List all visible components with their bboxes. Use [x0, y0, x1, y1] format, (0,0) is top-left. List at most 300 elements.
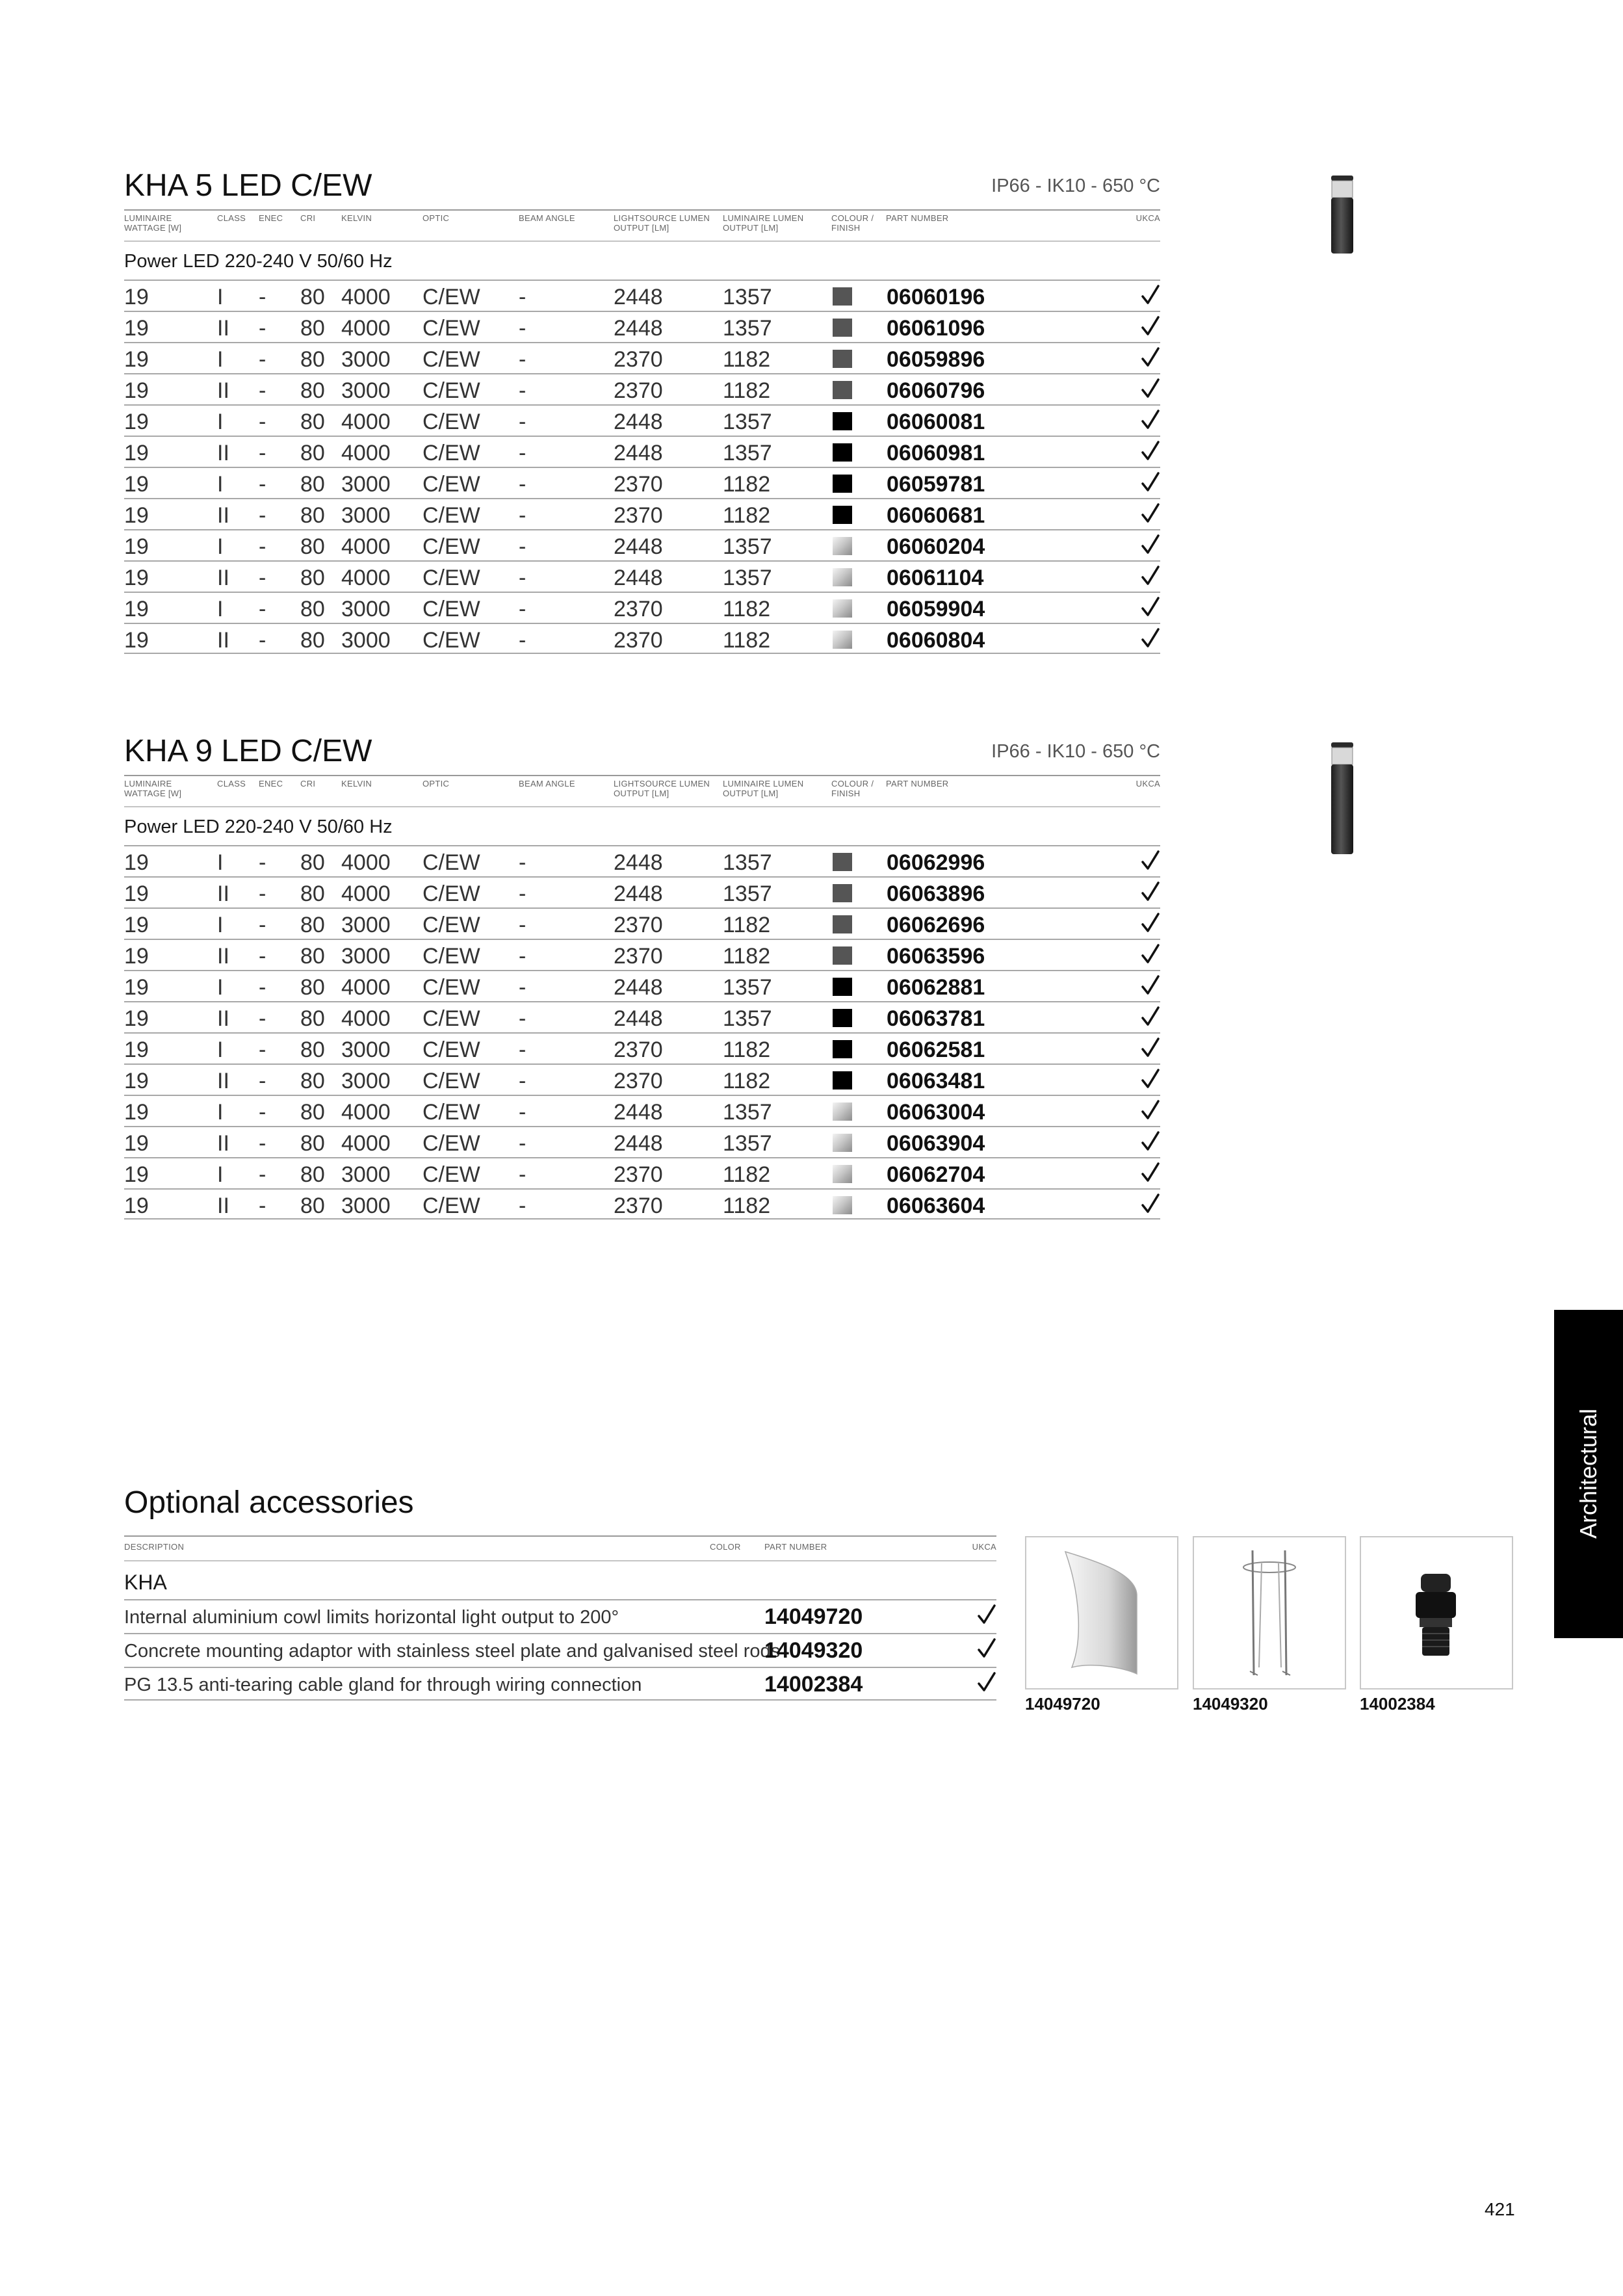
cell-k: 4000 — [341, 975, 391, 1000]
finish-swatch-alu — [833, 537, 852, 555]
cell-cri: 80 — [300, 881, 325, 906]
finish-swatch-alu — [833, 1134, 852, 1152]
part-number[interactable]: 14049320 — [764, 1638, 863, 1663]
col-enec: ENEC — [259, 779, 283, 789]
cell-w: 19 — [124, 410, 149, 434]
cell-ls: 2448 — [614, 441, 663, 465]
cell-enec: - — [259, 944, 266, 969]
col-beam: BEAM ANGLE — [519, 213, 575, 223]
cell-k: 3000 — [341, 1162, 391, 1187]
finish-swatch-black — [833, 443, 852, 462]
ukca-check-icon — [1141, 1128, 1160, 1155]
cell-beam: - — [519, 881, 526, 906]
cell-enec: - — [259, 597, 266, 621]
cell-optic: C/EW — [422, 1100, 480, 1125]
cell-cri: 80 — [300, 285, 325, 309]
cell-cls: II — [217, 378, 229, 403]
power-group-label: Power LED 220-240 V 50/60 Hz — [124, 816, 393, 837]
ukca-check-icon — [1141, 1035, 1160, 1061]
cell-optic: C/EW — [422, 628, 480, 653]
cell-cri: 80 — [300, 566, 325, 590]
part-number[interactable]: 06061104 — [887, 566, 984, 590]
part-number[interactable]: 06060196 — [887, 285, 985, 309]
cell-cls: II — [217, 316, 229, 341]
cell-lum: 1357 — [723, 975, 772, 1000]
cell-w: 19 — [124, 316, 149, 341]
cell-w: 19 — [124, 944, 149, 969]
ukca-check-icon — [977, 1669, 996, 1695]
cell-beam: - — [519, 1131, 526, 1156]
cell-lum: 1357 — [723, 285, 772, 309]
cell-ls: 2448 — [614, 534, 663, 559]
cell-cls: II — [217, 503, 229, 528]
kha9-bollard-image — [1326, 741, 1358, 855]
table-row — [124, 404, 1160, 436]
ukca-check-icon — [977, 1636, 996, 1662]
cell-cri: 80 — [300, 1194, 325, 1218]
cell-optic: C/EW — [422, 1162, 480, 1187]
col-ukca: UKCA — [1136, 779, 1160, 789]
finish-swatch-alu — [833, 1165, 852, 1183]
part-number[interactable]: 14049720 — [764, 1604, 863, 1629]
cell-optic: C/EW — [422, 1069, 480, 1093]
table-row — [124, 970, 1160, 1001]
cell-beam: - — [519, 975, 526, 1000]
cell-cls: II — [217, 1131, 229, 1156]
header-rule — [124, 1535, 996, 1537]
cell-optic: C/EW — [422, 285, 480, 309]
col-class: CLASS — [217, 779, 246, 789]
cell-optic: C/EW — [422, 534, 480, 559]
ukca-check-icon — [1141, 1097, 1160, 1123]
cell-w: 19 — [124, 1069, 149, 1093]
cell-enec: - — [259, 347, 266, 372]
accessory-row — [124, 1633, 996, 1667]
cell-cri: 80 — [300, 1162, 325, 1187]
part-number[interactable]: 06059904 — [887, 597, 985, 621]
product-section-kha9 — [124, 733, 1160, 1227]
cell-beam: - — [519, 472, 526, 497]
finish-swatch-alu — [833, 1102, 852, 1121]
ukca-check-icon — [1141, 594, 1160, 620]
cell-w: 19 — [124, 1162, 149, 1187]
table-row — [124, 280, 1160, 311]
cell-lum: 1182 — [723, 597, 771, 621]
cell-cls: I — [217, 1037, 224, 1062]
cell-k: 4000 — [341, 410, 391, 434]
cell-cls: I — [217, 472, 224, 497]
cell-optic: C/EW — [422, 472, 480, 497]
cell-w: 19 — [124, 441, 149, 465]
part-number[interactable]: 06063481 — [887, 1069, 985, 1093]
cell-cri: 80 — [300, 975, 325, 1000]
cell-cls: I — [217, 285, 224, 309]
cell-cls: I — [217, 850, 224, 875]
col-part: PART NUMBER — [886, 213, 949, 223]
cell-cri: 80 — [300, 597, 325, 621]
accessory-description: PG 13.5 anti-tearing cable gland for through wiring connection — [124, 1675, 642, 1695]
cell-cri: 80 — [300, 534, 325, 559]
cell-enec: - — [259, 285, 266, 309]
part-number[interactable]: 06060681 — [887, 503, 985, 528]
ukca-check-icon — [1141, 879, 1160, 905]
table-row — [124, 1095, 1160, 1126]
cell-ls: 2448 — [614, 1006, 663, 1031]
cell-enec: - — [259, 913, 266, 937]
header-rule-bottom — [124, 806, 1160, 807]
cell-beam: - — [519, 316, 526, 341]
cell-w: 19 — [124, 881, 149, 906]
finish-swatch-black — [833, 1040, 852, 1058]
part-number[interactable]: 06063004 — [887, 1100, 985, 1125]
table-row — [124, 623, 1160, 654]
ukca-check-icon — [1141, 501, 1160, 527]
col-description: DESCRIPTION — [124, 1542, 185, 1552]
cell-w: 19 — [124, 566, 149, 590]
cable-gland-icon — [1361, 1537, 1512, 1688]
cell-lum: 1182 — [723, 378, 771, 403]
cell-w: 19 — [124, 472, 149, 497]
finish-swatch-grey — [833, 946, 852, 965]
cell-w: 19 — [124, 1194, 149, 1218]
accessory-row — [124, 1667, 996, 1701]
cell-optic: C/EW — [422, 597, 480, 621]
cell-lum: 1182 — [723, 347, 771, 372]
accessory-description: Concrete mounting adaptor with stainless steel plate and galvanised steel rods — [124, 1641, 781, 1662]
cell-ls: 2448 — [614, 1131, 663, 1156]
finish-swatch-black — [833, 1009, 852, 1027]
part-number[interactable]: 06062996 — [887, 850, 985, 875]
cell-w: 19 — [124, 913, 149, 937]
cell-cls: II — [217, 881, 229, 906]
cell-ls: 2448 — [614, 410, 663, 434]
accessory-caption: 14002384 — [1360, 1694, 1435, 1714]
accessory-description: Internal aluminium cowl limits horizontal light output to 200° — [124, 1607, 619, 1628]
cell-lum: 1357 — [723, 1131, 772, 1156]
cell-k: 3000 — [341, 472, 391, 497]
part-number[interactable]: 06060796 — [887, 378, 985, 403]
part-number[interactable]: 06060981 — [887, 441, 985, 465]
part-number[interactable]: 14002384 — [764, 1672, 863, 1697]
part-number[interactable]: 06061096 — [887, 316, 985, 341]
cell-beam: - — [519, 913, 526, 937]
cell-k: 4000 — [341, 441, 391, 465]
table-row — [124, 373, 1160, 404]
cell-enec: - — [259, 628, 266, 653]
table-row — [124, 311, 1160, 342]
ukca-check-icon — [1141, 469, 1160, 495]
accessory-caption: 14049320 — [1193, 1694, 1268, 1714]
cell-beam: - — [519, 534, 526, 559]
accessory-image-cable-gland — [1360, 1536, 1513, 1689]
part-number[interactable]: 06062696 — [887, 913, 985, 937]
cell-k: 4000 — [341, 534, 391, 559]
cell-optic: C/EW — [422, 410, 480, 434]
cell-ls: 2448 — [614, 975, 663, 1000]
cell-cls: I — [217, 347, 224, 372]
cell-k: 3000 — [341, 378, 391, 403]
part-number[interactable]: 06062881 — [887, 975, 985, 1000]
cell-k: 4000 — [341, 316, 391, 341]
finish-swatch-black — [833, 1071, 852, 1089]
cell-optic: C/EW — [422, 566, 480, 590]
col-beam: BEAM ANGLE — [519, 779, 575, 789]
cell-lum: 1182 — [723, 503, 771, 528]
cell-w: 19 — [124, 503, 149, 528]
cell-lum: 1357 — [723, 316, 772, 341]
part-number[interactable]: 06060204 — [887, 534, 985, 559]
cell-optic: C/EW — [422, 1037, 480, 1062]
cell-cri: 80 — [300, 441, 325, 465]
cell-k: 4000 — [341, 1131, 391, 1156]
part-number[interactable]: 06062704 — [887, 1162, 985, 1187]
part-number[interactable]: 06060081 — [887, 410, 985, 434]
cell-beam: - — [519, 410, 526, 434]
cell-w: 19 — [124, 1037, 149, 1062]
cell-ls: 2448 — [614, 566, 663, 590]
col-colour: COLOUR / FINISH — [831, 779, 874, 798]
cell-w: 19 — [124, 1100, 149, 1125]
ukca-check-icon — [1141, 1191, 1160, 1217]
col-wattage: LUMINAIRE WATTAGE [W] — [124, 779, 182, 798]
cell-ls: 2370 — [614, 347, 663, 372]
table-row — [124, 907, 1160, 939]
cell-lum: 1357 — [723, 534, 772, 559]
cell-ls: 2448 — [614, 285, 663, 309]
cell-beam: - — [519, 285, 526, 309]
part-number[interactable]: 06063604 — [887, 1194, 985, 1218]
cell-lum: 1357 — [723, 850, 772, 875]
cell-ls: 2448 — [614, 316, 663, 341]
cell-optic: C/EW — [422, 316, 480, 341]
cell-cls: II — [217, 944, 229, 969]
finish-swatch-alu — [833, 599, 852, 618]
table-row — [124, 1157, 1160, 1188]
cell-cri: 80 — [300, 410, 325, 434]
cell-enec: - — [259, 850, 266, 875]
cell-ls: 2370 — [614, 1037, 663, 1062]
table-row — [124, 1063, 1160, 1095]
finish-swatch-alu — [833, 568, 852, 586]
cell-cls: II — [217, 1194, 229, 1218]
table-row — [124, 529, 1160, 560]
mounting-adaptor-icon — [1194, 1537, 1345, 1688]
table-row — [124, 592, 1160, 623]
cell-cri: 80 — [300, 850, 325, 875]
finish-swatch-grey — [833, 915, 852, 933]
cell-beam: - — [519, 628, 526, 653]
table-row — [124, 1001, 1160, 1032]
cell-k: 4000 — [341, 566, 391, 590]
cell-enec: - — [259, 881, 266, 906]
table-row — [124, 1126, 1160, 1157]
col-colour: COLOUR / FINISH — [831, 213, 874, 233]
ukca-check-icon — [1141, 1004, 1160, 1030]
cell-enec: - — [259, 975, 266, 1000]
cell-lum: 1357 — [723, 566, 772, 590]
table-row — [124, 1032, 1160, 1063]
cell-optic: C/EW — [422, 975, 480, 1000]
cell-w: 19 — [124, 347, 149, 372]
cell-k: 3000 — [341, 1069, 391, 1093]
part-number[interactable]: 06063896 — [887, 881, 985, 906]
cell-cri: 80 — [300, 1037, 325, 1062]
cell-k: 4000 — [341, 1100, 391, 1125]
part-number[interactable]: 06063596 — [887, 944, 985, 969]
cell-cri: 80 — [300, 316, 325, 341]
cell-lum: 1357 — [723, 1100, 772, 1125]
product-section-kha5 — [124, 168, 1160, 662]
side-tab-label: Architectural — [1575, 1408, 1602, 1539]
cell-k: 4000 — [341, 1006, 391, 1031]
part-number[interactable]: 06060804 — [887, 628, 985, 653]
cell-cri: 80 — [300, 1069, 325, 1093]
cell-enec: - — [259, 566, 266, 590]
col-cri: CRI — [300, 213, 316, 223]
column-headers — [124, 776, 1160, 805]
cell-cls: II — [217, 566, 229, 590]
cell-cri: 80 — [300, 347, 325, 372]
cell-lum: 1182 — [723, 1162, 771, 1187]
cell-w: 19 — [124, 285, 149, 309]
finish-swatch-black — [833, 506, 852, 524]
col-wattage: LUMINAIRE WATTAGE [W] — [124, 213, 182, 233]
cell-beam: - — [519, 1006, 526, 1031]
cell-beam: - — [519, 597, 526, 621]
cell-enec: - — [259, 534, 266, 559]
cell-enec: - — [259, 1131, 266, 1156]
cell-cls: I — [217, 597, 224, 621]
cell-lum: 1357 — [723, 1006, 772, 1031]
cell-cri: 80 — [300, 1100, 325, 1125]
cell-cri: 80 — [300, 472, 325, 497]
cell-beam: - — [519, 1100, 526, 1125]
protection-rating: IP66 - IK10 - 650 °C — [991, 176, 1160, 196]
cell-enec: - — [259, 316, 266, 341]
ukca-check-icon — [1141, 910, 1160, 936]
cell-enec: - — [259, 1100, 266, 1125]
finish-swatch-grey — [833, 884, 852, 902]
section-side-tab[interactable] — [1554, 1310, 1623, 1638]
col-ukca: UKCA — [1136, 213, 1160, 223]
cell-cri: 80 — [300, 1131, 325, 1156]
power-group-label: Power LED 220-240 V 50/60 Hz — [124, 251, 393, 272]
col-kelvin: KELVIN — [341, 779, 372, 789]
cell-ls: 2370 — [614, 1162, 663, 1187]
cell-beam: - — [519, 441, 526, 465]
col-lum-lumen: LUMINAIRE LUMEN OUTPUT [LM] — [723, 213, 804, 233]
ukca-check-icon — [977, 1602, 996, 1628]
page-number: 421 — [1485, 2199, 1515, 2219]
cell-cls: I — [217, 534, 224, 559]
table-row — [124, 845, 1160, 876]
ukca-check-icon — [1141, 848, 1160, 874]
cell-optic: C/EW — [422, 1194, 480, 1218]
cell-w: 19 — [124, 975, 149, 1000]
part-number[interactable]: 06062581 — [887, 1037, 985, 1062]
cell-ls: 2370 — [614, 503, 663, 528]
finish-swatch-grey — [833, 381, 852, 399]
cell-k: 3000 — [341, 913, 391, 937]
cell-optic: C/EW — [422, 913, 480, 937]
kha5-bollard-image — [1326, 174, 1358, 255]
cell-cls: I — [217, 1100, 224, 1125]
finish-swatch-alu — [833, 631, 852, 649]
cell-k: 3000 — [341, 347, 391, 372]
cell-w: 19 — [124, 1131, 149, 1156]
accessories-title: Optional accessories — [124, 1485, 414, 1520]
cell-cri: 80 — [300, 913, 325, 937]
finish-swatch-grey — [833, 853, 852, 871]
cell-beam: - — [519, 944, 526, 969]
part-number[interactable]: 06063781 — [887, 1006, 985, 1031]
cell-optic: C/EW — [422, 347, 480, 372]
table-row — [124, 876, 1160, 907]
cell-w: 19 — [124, 1006, 149, 1031]
part-number[interactable]: 06063904 — [887, 1131, 985, 1156]
cell-optic: C/EW — [422, 850, 480, 875]
col-kelvin: KELVIN — [341, 213, 372, 223]
cell-w: 19 — [124, 534, 149, 559]
cell-w: 19 — [124, 378, 149, 403]
cell-enec: - — [259, 1006, 266, 1031]
column-headers — [124, 211, 1160, 239]
cell-w: 19 — [124, 850, 149, 875]
cell-cls: I — [217, 913, 224, 937]
col-lum-lumen: LUMINAIRE LUMEN OUTPUT [LM] — [723, 779, 804, 798]
part-number[interactable]: 06059896 — [887, 347, 985, 372]
cell-beam: - — [519, 347, 526, 372]
ukca-check-icon — [1141, 282, 1160, 308]
ukca-check-icon — [1141, 1066, 1160, 1092]
table-row — [124, 342, 1160, 373]
ukca-check-icon — [1141, 972, 1160, 998]
accessory-row — [124, 1599, 996, 1633]
ukca-check-icon — [1141, 407, 1160, 433]
table-row — [124, 939, 1160, 970]
cell-k: 3000 — [341, 628, 391, 653]
col-color: COLOR — [710, 1542, 741, 1552]
accessory-image-mounting-adaptor — [1193, 1536, 1346, 1689]
col-ls-lumen: LIGHTSOURCE LUMEN OUTPUT [LM] — [614, 213, 710, 233]
cell-enec: - — [259, 472, 266, 497]
col-ls-lumen: LIGHTSOURCE LUMEN OUTPUT [LM] — [614, 779, 710, 798]
cell-cls: II — [217, 1006, 229, 1031]
cell-lum: 1357 — [723, 441, 772, 465]
cell-lum: 1182 — [723, 944, 771, 969]
cell-ls: 2370 — [614, 944, 663, 969]
ukca-check-icon — [1141, 313, 1160, 339]
finish-swatch-alu — [833, 1196, 852, 1214]
cell-optic: C/EW — [422, 1131, 480, 1156]
finish-swatch-grey — [833, 287, 852, 306]
col-ukca: UKCA — [972, 1542, 996, 1552]
ukca-check-icon — [1141, 376, 1160, 402]
part-number[interactable]: 06059781 — [887, 472, 985, 497]
cell-optic: C/EW — [422, 1006, 480, 1031]
cell-enec: - — [259, 441, 266, 465]
cell-ls: 2448 — [614, 850, 663, 875]
ukca-check-icon — [1141, 625, 1160, 651]
col-optic: OPTIC — [422, 779, 450, 789]
cell-w: 19 — [124, 628, 149, 653]
col-part: PART NUMBER — [886, 779, 949, 789]
cell-beam: - — [519, 566, 526, 590]
cell-lum: 1182 — [723, 913, 771, 937]
col-optic: OPTIC — [422, 213, 450, 223]
cell-k: 4000 — [341, 881, 391, 906]
cell-k: 3000 — [341, 944, 391, 969]
